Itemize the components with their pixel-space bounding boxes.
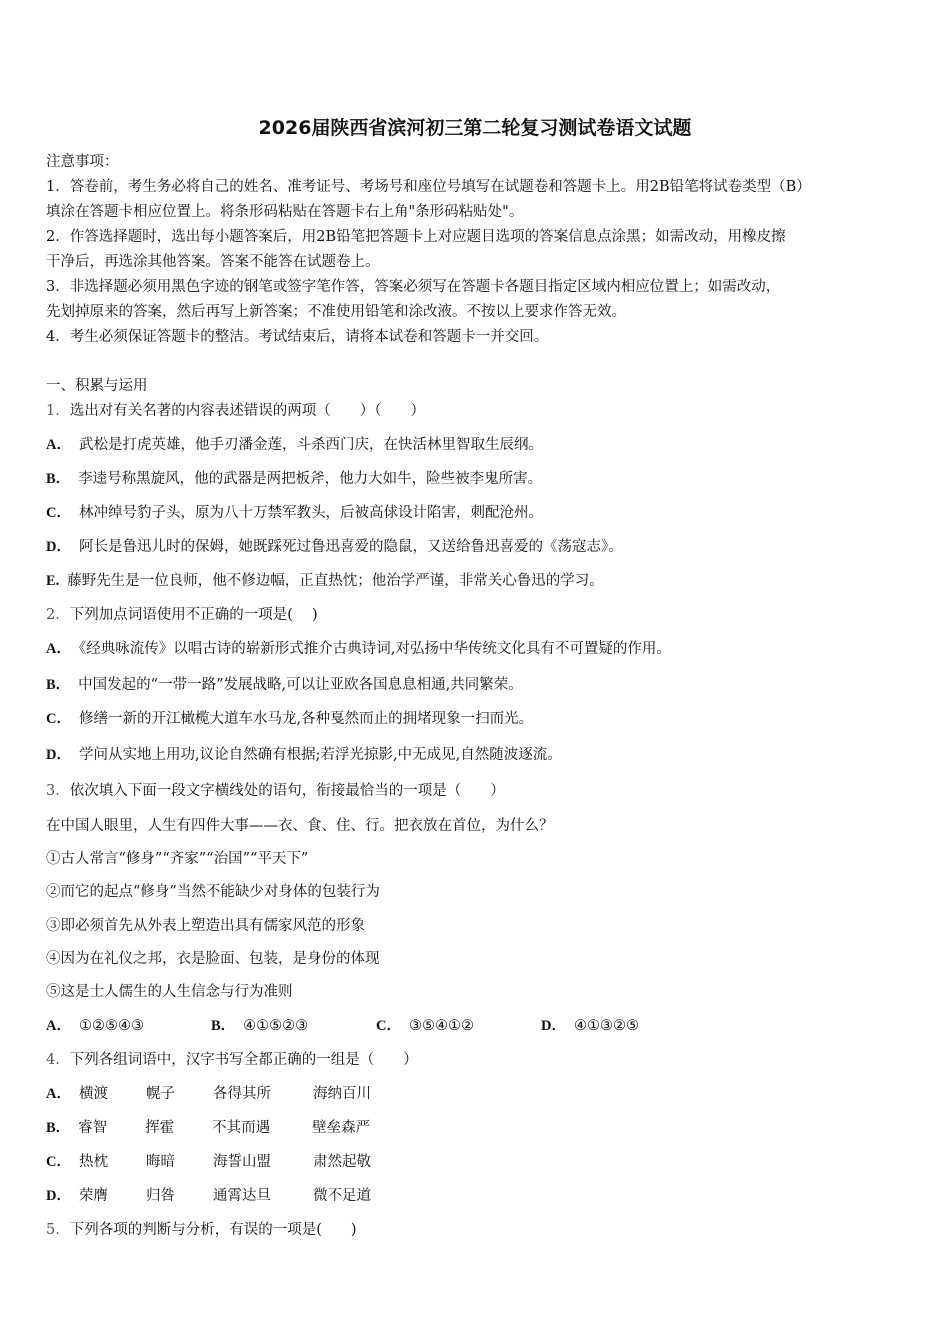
option — [46, 639, 671, 659]
word: 睿智 — [78, 1120, 108, 1136]
word: 不其而遇 — [212, 1120, 271, 1136]
option — [46, 1084, 371, 1104]
word: 各得其所 — [212, 1086, 271, 1102]
question-text: 选出对有关名著的内容表述错误的两项（ ）（ ） — [69, 403, 425, 419]
sentence-item: ⑤这是士人儒生的人生信念与行为准则 — [46, 984, 293, 1000]
option — [46, 537, 623, 557]
option-text: 中国发起的“一带一路”发展战略,可以让亚欧各国息息相通,共同繁荣。 — [78, 677, 523, 693]
option-label: A． — [46, 437, 71, 453]
option-label: D． — [46, 539, 71, 555]
option-label: B． — [46, 677, 71, 693]
option-label: D． — [541, 1018, 566, 1034]
option-text: ③⑤④①② — [408, 1018, 474, 1034]
option-text: 李逵号称黑旋风，他的武器是两把板斧，他力大如牛，险些被李鬼所害。 — [78, 471, 543, 487]
question-4-stem — [46, 1050, 418, 1070]
page-title: 2026届陕西省滨河初三第二轮复习测试卷语文试题 — [258, 117, 692, 139]
option — [46, 709, 533, 729]
option-label: E. — [46, 573, 60, 589]
option — [376, 1016, 541, 1036]
option-label: C． — [46, 711, 71, 727]
option-label: C． — [46, 1154, 71, 1170]
question-number: 4． — [46, 1052, 70, 1068]
notice-line: 3．非选择题必须用黑色字迹的钢笔或签字笔作答，答案必须写在答题卡各题目指定区域内相应位置上；如需改动， — [46, 279, 781, 295]
notice-line: 先划掉原来的答案，然后再写上新答案；不准使用铅笔和涂改液。不按以上要求作答无效。 — [46, 304, 626, 320]
question-2-stem — [46, 605, 318, 625]
option — [46, 469, 542, 489]
word: 壁垒森严 — [312, 1120, 371, 1136]
option-text: 学问从实地上用功,议论自然确有根据;若浮光掠影,中无成见,自然随波逐流。 — [78, 747, 562, 763]
option-text: 藤野先生是一位良师，他不修边幅，正直热忱；他治学严谨，非常关心鲁迅的学习。 — [67, 573, 604, 589]
option — [46, 1152, 371, 1172]
notice-line: 4．考生必须保证答题卡的整洁。考试结束后，请将本试卷和答题卡一并交回。 — [46, 329, 549, 345]
option — [211, 1016, 376, 1036]
question-text: 下列加点词语使用不正确的一项是( ) — [69, 607, 318, 623]
option-label: D． — [46, 1188, 71, 1204]
option — [46, 571, 604, 591]
question-number: 2． — [46, 607, 70, 623]
sentence-item: ④因为在礼仪之邦，衣是脸面、包装，是身份的体现 — [46, 951, 380, 967]
option — [46, 503, 543, 523]
question-5-stem — [46, 1220, 357, 1240]
word: 荣膺 — [78, 1188, 108, 1204]
question-number: 1． — [46, 403, 70, 419]
word: 幌子 — [145, 1086, 175, 1102]
section-heading: 一、积累与运用 — [46, 378, 148, 394]
notice-line: 填涂在答题卡相应位置上。将条形码粘贴在答题卡右上角"条形码粘贴处"。 — [46, 204, 524, 220]
notice-heading: 注意事项： — [46, 154, 119, 170]
option-text: ④①⑤②③ — [243, 1018, 309, 1034]
question-text: 依次填入下面一段文字横线处的语句，衔接最恰当的一项是（ ） — [69, 783, 505, 799]
word: 横渡 — [78, 1086, 108, 1102]
option — [46, 1186, 371, 1206]
option-label: A． — [46, 641, 71, 657]
option-label: A． — [46, 1086, 71, 1102]
passage: 在中国人眼里，人生有四件大事——衣、食、住、行。把衣放在首位，为什么？ — [46, 818, 554, 834]
word: 海纳百川 — [312, 1086, 371, 1102]
question-text: 下列各组词语中，汉字书写全都正确的一组是（ ） — [69, 1052, 418, 1068]
word: 归咎 — [145, 1188, 175, 1204]
notice-line: 1．答卷前，考生务必将自己的姓名、准考证号、考场号和座位号填写在试题卷和答题卡上。用2B铅笔将试卷类型（B） — [46, 179, 811, 195]
option-label: B． — [46, 471, 71, 487]
option-text: ④①③②⑤ — [573, 1018, 639, 1034]
option-text: 《经典咏流传》以唱古诗的崭新形式推介古典诗词,对弘扬中华传统文化具有不可置疑的作用。 — [78, 641, 671, 657]
notice-line: 干净后，再选涂其他答案。答案不能答在试题卷上。 — [46, 254, 380, 270]
word: 微不足道 — [312, 1188, 371, 1204]
option — [541, 1016, 706, 1036]
word: 晦暗 — [145, 1154, 175, 1170]
question-number: 3． — [46, 783, 70, 799]
sentence-item: ③即必须首先从外表上塑造出具有儒家风范的形象 — [46, 918, 365, 934]
option — [46, 1016, 211, 1036]
option-text: 林冲绰号豹子头，原为八十万禁军教头，后被高俅设计陷害，刺配沧州。 — [78, 505, 543, 521]
question-3-stem — [46, 781, 505, 801]
option-text: 阿长是鲁迅儿时的保姆，她既踩死过鲁迅喜爱的隐鼠，又送给鲁迅喜爱的《荡寇志》。 — [78, 539, 623, 555]
option — [46, 675, 523, 695]
option — [46, 435, 543, 455]
word: 热枕 — [78, 1154, 108, 1170]
option-label: A． — [46, 1018, 71, 1034]
option-label: C． — [376, 1018, 401, 1034]
option-label: B． — [211, 1018, 236, 1034]
option — [46, 1118, 370, 1138]
option-text: 修缮一新的开江橄榄大道车水马龙,各种戛然而止的拥堵现象一扫而光。 — [78, 711, 534, 727]
option-row — [46, 1016, 706, 1036]
word: 挥霍 — [145, 1120, 175, 1136]
option-label: B． — [46, 1120, 71, 1136]
notice-line: 2．作答选择题时，选出每小题答案后，用2B铅笔把答题卡上对应题目选项的答案信息点涂黑；如需改动，用橡皮擦 — [46, 229, 786, 245]
sentence-item: ①古人常言“修身”“齐家”“治国”“平天下” — [46, 851, 309, 867]
question-1-stem — [46, 401, 425, 421]
option-text: 武松是打虎英雄，他手刃潘金莲，斗杀西门庆，在快活林里智取生辰纲。 — [78, 437, 543, 453]
question-text: 下列各项的判断与分析，有误的一项是( ) — [69, 1222, 357, 1238]
sentence-item: ②而它的起点“修身”当然不能缺少对身体的包装行为 — [46, 884, 380, 900]
word: 肃然起敬 — [312, 1154, 371, 1170]
option-label: C． — [46, 505, 71, 521]
question-number: 5． — [46, 1222, 70, 1238]
word: 通霄达旦 — [212, 1188, 271, 1204]
word: 海誓山盟 — [212, 1154, 271, 1170]
option-label: D． — [46, 747, 71, 763]
option — [46, 745, 562, 765]
option-text: ①②⑤④③ — [78, 1018, 144, 1034]
